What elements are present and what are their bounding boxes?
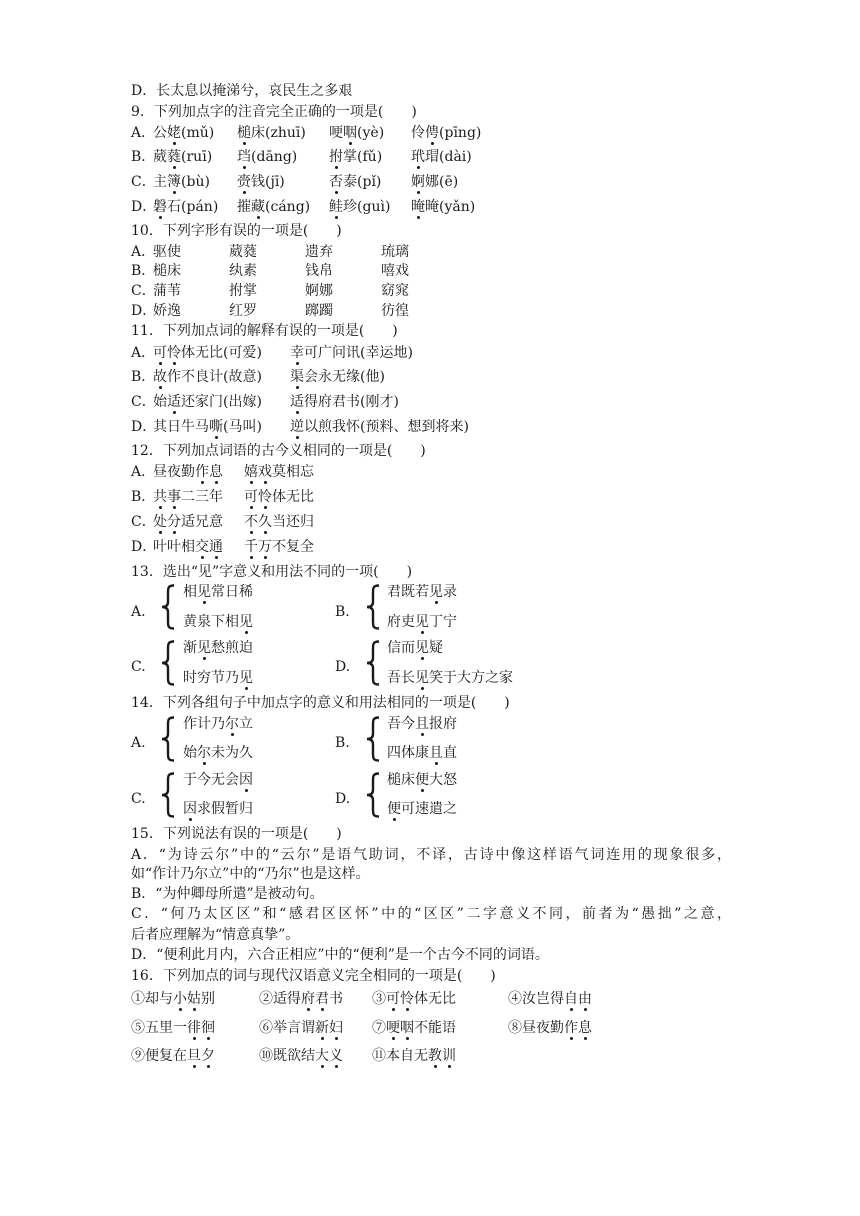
- emphasized-char: 义: [329, 1048, 343, 1064]
- q14-options-ab: [131, 714, 731, 766]
- option-label: A.: [131, 735, 146, 751]
- emphasized-char: 府: [301, 991, 315, 1007]
- emphasized-char: 姥: [167, 125, 181, 141]
- q12-option-c: [131, 512, 731, 532]
- emphasized-char: 槌: [237, 125, 251, 141]
- q16-row-3: [131, 1046, 731, 1066]
- emphasized-char: 见: [415, 640, 429, 656]
- option-item: 昼夜勤作息: [153, 464, 223, 480]
- option-item: 可怜体无比(可爱): [153, 345, 262, 361]
- option-item: 磐石(pán): [153, 199, 219, 215]
- emphasized-char: 息: [578, 1020, 592, 1036]
- left-brace-icon: [364, 716, 382, 762]
- numbered-item: ⑦哽咽不能语: [372, 1020, 456, 1036]
- option-label: D.: [335, 791, 351, 807]
- emphasized-char: 久: [258, 514, 272, 530]
- option-item: 拊掌: [229, 283, 257, 299]
- option-item: 驱使: [153, 244, 181, 260]
- q12-stem: 12．下列加点词语的古今义相同的一项是( ): [131, 443, 426, 459]
- emphasized-char: 见: [415, 614, 429, 630]
- q11-stem: 11．下列加点词的解释有误的一项是( ): [131, 323, 398, 339]
- left-brace-icon: [364, 772, 382, 818]
- option-label: A．: [131, 345, 156, 361]
- option-item: 不久当还归: [244, 514, 314, 530]
- emphasized-char: 俜: [425, 125, 439, 141]
- emphasized-char: 逆: [290, 419, 304, 435]
- option-sentence: 便可速遣之: [387, 801, 457, 817]
- option-item: 主簿(bù): [153, 174, 210, 190]
- numbered-item: ⑧昼夜勤作息: [508, 1020, 592, 1036]
- emphasized-char: 咽: [343, 125, 357, 141]
- q10-stem: 10．下列字形有误的一项是( ): [131, 223, 342, 239]
- left-brace-icon: [364, 584, 382, 630]
- option-label: D．: [131, 303, 157, 319]
- q15-option-c-line-2: 后者应理解为“情意真挚”。: [131, 927, 300, 943]
- option-item: 鲑珍(guì): [329, 199, 391, 215]
- option-item: 钱帛: [305, 263, 333, 279]
- emphasized-char: 哽: [386, 1020, 400, 1036]
- option-item: 伶俜(pīng): [411, 125, 482, 141]
- option-item: 槌床(zhuī): [237, 125, 306, 141]
- option-sentence: 吾今且报府: [387, 716, 457, 732]
- option-item: 婀娜(ē): [411, 174, 459, 190]
- option-sentence: 始尔未为久: [183, 745, 253, 761]
- option-label: C．: [131, 514, 156, 530]
- emphasized-char: 怜: [258, 489, 272, 505]
- option-item: 拊掌(fǔ): [329, 149, 383, 165]
- emphasized-char: 否: [329, 174, 343, 190]
- numbered-item: ②适得府君书: [259, 991, 343, 1007]
- emphasized-char: 晻: [411, 199, 425, 215]
- option-label: D．: [131, 539, 157, 555]
- option-item: 蒲苇: [153, 283, 181, 299]
- left-brace-icon: [364, 640, 382, 686]
- emphasized-char: 便: [415, 772, 429, 788]
- emphasized-char: 共: [153, 489, 167, 505]
- option-label: B.: [335, 735, 350, 751]
- emphasized-char: 适: [290, 394, 304, 410]
- q11-option-d: [131, 417, 731, 437]
- emphasized-char: 妇: [329, 1020, 343, 1036]
- option-sentence: 槌床便大怒: [387, 772, 457, 788]
- emphasized-char: 见: [415, 670, 429, 686]
- emphasized-char: 尔: [225, 716, 239, 732]
- option-item: 哽咽(yè): [329, 125, 385, 141]
- emphasized-char: 因: [239, 772, 253, 788]
- emphasized-char: 适: [167, 394, 181, 410]
- numbered-item: ⑥举言谓新妇: [259, 1020, 343, 1036]
- option-sentence: 府吏见丁宁: [387, 614, 457, 630]
- option-sentence: 黄泉下相见: [183, 614, 253, 630]
- emphasized-char: 教: [428, 1048, 442, 1064]
- option-item: 葳蕤: [229, 244, 257, 260]
- option-item: 共事二三年: [153, 489, 223, 505]
- emphasized-char: 磐: [153, 199, 167, 215]
- q10-option-b: [131, 261, 731, 281]
- option-label: D．: [131, 199, 157, 215]
- numbered-item: ③可怜体无比: [372, 991, 456, 1007]
- option-item: 处分适兄意: [153, 514, 223, 530]
- option-sentence: 因求假暂归: [183, 801, 253, 817]
- numbered-item: ⑩既欲结大义: [259, 1048, 343, 1064]
- q15-option-c-line-1: C．“何乃太区区”和“感君区区怀”中的“区区”二字意义不同，前者为“愚拙”之意，: [131, 906, 731, 922]
- emphasized-char: 息: [209, 464, 223, 480]
- q10-option-c: [131, 281, 731, 301]
- emphasized-char: 咽: [400, 1020, 414, 1036]
- option-item: 适得府君书(刚才): [290, 394, 399, 410]
- numbered-item: ④汝岂得自由: [508, 991, 592, 1007]
- emphasized-char: 作: [195, 464, 209, 480]
- emphasized-char: 自: [564, 991, 578, 1007]
- option-item: 玳瑁(dài): [411, 149, 472, 165]
- option-sentence: 吾长见笑于大方之家: [387, 670, 513, 686]
- option-item: 千万不复全: [244, 539, 314, 555]
- left-brace-icon: [159, 640, 177, 686]
- q15-option-a-line-2: 如“作计乃尔立”中的“乃尔”也是这样。: [131, 866, 370, 882]
- emphasized-char: 通: [209, 539, 223, 555]
- emphasized-char: 赍: [237, 174, 251, 190]
- q11-option-c: [131, 392, 731, 412]
- q8-option-d: D．长太息以掩涕兮，哀民生之多艰: [131, 83, 353, 99]
- emphasized-char: 藏: [251, 199, 265, 215]
- emphasized-char: 不: [244, 514, 258, 530]
- emphasized-char: 因: [183, 801, 197, 817]
- q9-option-b: [131, 147, 731, 167]
- option-item: 逆以煎我怀(预料、想到将来): [290, 419, 469, 435]
- option-sentence: 信而见疑: [387, 640, 443, 656]
- emphasized-char: 可: [386, 991, 400, 1007]
- emphasized-char: 君: [315, 991, 329, 1007]
- emphasized-char: 鲑: [329, 199, 343, 215]
- q12-option-b: [131, 487, 731, 507]
- option-label: C.: [131, 791, 146, 807]
- emphasized-char: 故: [153, 369, 167, 385]
- numbered-item: ①却与小姑别: [131, 991, 215, 1007]
- emphasized-char: 事: [167, 489, 181, 505]
- option-item: 彷徨: [381, 303, 409, 319]
- emphasized-char: 千: [244, 539, 258, 555]
- q14-options-cd: [131, 770, 731, 822]
- option-item: 晻晻(yǎn): [411, 199, 476, 215]
- emphasized-char: 嬉: [244, 464, 258, 480]
- q14-stem: 14．下列各组句子中加点字的意义和用法相同的一项是( ): [131, 695, 510, 711]
- emphasized-char: 见: [239, 614, 253, 630]
- q11-option-a: [131, 343, 731, 363]
- emphasized-char: 拊: [329, 149, 343, 165]
- option-label: B．: [131, 149, 156, 165]
- option-label: D．: [131, 419, 157, 435]
- emphasized-char: 分: [167, 514, 181, 530]
- option-sentence: 于今无会因: [183, 772, 253, 788]
- numbered-item: ⑨便复在旦夕: [131, 1048, 215, 1064]
- option-item: 琉璃: [381, 244, 409, 260]
- option-item: 娇逸: [153, 303, 181, 319]
- emphasized-char: 珰: [237, 149, 251, 165]
- emphasized-char: 幸: [290, 345, 304, 361]
- option-label: B．: [131, 489, 156, 505]
- emphasized-char: 且: [429, 745, 443, 761]
- emphasized-char: 训: [442, 1048, 456, 1064]
- option-item: 窈窕: [381, 283, 409, 299]
- option-label: B．: [131, 263, 156, 279]
- option-item: 嘻戏: [381, 263, 409, 279]
- q16-row-1: [131, 989, 731, 1009]
- emphasized-char: 尔: [197, 745, 211, 761]
- q10-option-a: [131, 242, 731, 262]
- option-item: 红罗: [229, 303, 257, 319]
- left-brace-icon: [159, 772, 177, 818]
- option-label: A．: [131, 125, 156, 141]
- emphasized-char: 小: [173, 991, 187, 1007]
- q15-stem: 15．下列说法有误的一项是( ): [131, 826, 342, 842]
- option-item: 渠会永无缘(他): [290, 369, 385, 385]
- emphasized-char: 作: [564, 1020, 578, 1036]
- emphasized-char: 万: [258, 539, 272, 555]
- emphasized-char: 见: [239, 670, 253, 686]
- option-label: C.: [131, 659, 146, 675]
- option-item: 否泰(pǐ): [329, 174, 382, 190]
- emphasized-char: 且: [415, 716, 429, 732]
- emphasized-char: 戏: [258, 464, 272, 480]
- emphasized-char: 玳: [411, 149, 425, 165]
- option-label: C．: [131, 174, 156, 190]
- option-label: B．: [131, 369, 156, 385]
- option-item: 叶叶相交通: [153, 539, 223, 555]
- option-sentence: 作计乃尔立: [183, 716, 253, 732]
- option-sentence: 相见常日稀: [183, 584, 253, 600]
- option-sentence: 四体康且直: [387, 745, 457, 761]
- emphasized-char: 婀: [411, 174, 425, 190]
- option-item: 嬉戏莫相忘: [244, 464, 314, 480]
- option-item: 幸可广问讯(幸运地): [290, 345, 413, 361]
- q9-stem: 9．下列加点字的注音完全正确的一项是( ): [131, 104, 417, 120]
- emphasized-char: 可: [244, 489, 258, 505]
- option-label: A．: [131, 464, 156, 480]
- q12-option-d: [131, 537, 731, 557]
- option-item: 可怜体无比: [244, 489, 314, 505]
- option-label: D.: [335, 659, 351, 675]
- option-item: 遗弃: [305, 244, 333, 260]
- option-item: 赍钱(jī): [237, 174, 285, 190]
- emphasized-char: 由: [578, 991, 592, 1007]
- left-brace-icon: [159, 716, 177, 762]
- emphasized-char: 便: [387, 801, 401, 817]
- emphasized-char: 见: [429, 584, 443, 600]
- q13-options-ab: [131, 582, 731, 634]
- option-sentence: 渐见愁煎迫: [183, 640, 253, 656]
- emphasized-char: 徊: [201, 1020, 215, 1036]
- option-item: 其日牛马嘶(马叫): [153, 419, 262, 435]
- option-item: 纨素: [229, 263, 257, 279]
- option-item: 始适还家门(出嫁): [153, 394, 262, 410]
- emphasized-char: 处: [153, 514, 167, 530]
- numbered-item: ⑤五里一徘徊: [131, 1020, 215, 1036]
- option-label: A.: [131, 604, 146, 620]
- left-brace-icon: [159, 584, 177, 630]
- q9-option-a: [131, 123, 731, 143]
- emphasized-char: 见: [197, 584, 211, 600]
- option-sentence: 时穷节乃见: [183, 670, 253, 686]
- emphasized-char: 大: [315, 1048, 329, 1064]
- q13-options-cd: [131, 638, 731, 690]
- q10-option-d: [131, 301, 731, 321]
- emphasized-char: 交: [195, 539, 209, 555]
- option-item: 踯躅: [305, 303, 333, 319]
- option-label: A．: [131, 244, 156, 260]
- q15-option-b: B．“为仲卿母所遣”是被动句。: [131, 886, 324, 902]
- option-item: 故作不良计(故意): [153, 369, 262, 385]
- emphasized-char: 嘶: [209, 419, 223, 435]
- q16-row-2: [131, 1018, 731, 1038]
- emphasized-char: 蕤: [167, 149, 181, 165]
- option-label: C．: [131, 283, 156, 299]
- emphasized-char: 可: [153, 345, 167, 361]
- q9-option-c: [131, 172, 731, 192]
- q15-option-d: D．“便利此月内，六合正相应”中的“便利”是一个古今不同的词语。: [131, 947, 549, 963]
- q16-stem: 16．下列加点的词与现代汉语意义完全相同的一项是( ): [131, 968, 496, 984]
- emphasized-char: 怜: [400, 991, 414, 1007]
- option-sentence: 君既若见录: [387, 584, 457, 600]
- emphasized-char: 旦: [187, 1048, 201, 1064]
- q13-stem: 13．选出“见”字意义和用法不同的一项( ): [131, 564, 413, 580]
- emphasized-char: 夕: [201, 1048, 215, 1064]
- option-item: 珰(dāng): [237, 149, 298, 165]
- option-item: 摧藏(cáng): [237, 199, 311, 215]
- q11-option-b: [131, 367, 731, 387]
- option-label: C．: [131, 394, 156, 410]
- emphasized-char: 见: [197, 640, 211, 656]
- emphasized-char: 簿: [167, 174, 181, 190]
- q9-option-d: [131, 197, 731, 217]
- emphasized-char: 姑: [187, 991, 201, 1007]
- emphasized-char: 怜: [167, 345, 181, 361]
- numbered-item: ⑪本自无教训: [372, 1048, 456, 1064]
- emphasized-char: 渠: [290, 369, 304, 385]
- option-item: 婀娜: [305, 283, 333, 299]
- option-item: 槌床: [153, 263, 181, 279]
- option-item: 公姥(mǔ): [153, 125, 215, 141]
- emphasized-char: 徘: [187, 1020, 201, 1036]
- q15-option-a-line-1: A．“为诗云尔”中的“云尔”是语气助词，不译，古诗中像这样语气词连用的现象很多，: [131, 847, 731, 863]
- option-label: B.: [335, 604, 350, 620]
- q12-option-a: [131, 462, 731, 482]
- option-item: 葳蕤(ruī): [153, 149, 213, 165]
- emphasized-char: 新: [315, 1020, 329, 1036]
